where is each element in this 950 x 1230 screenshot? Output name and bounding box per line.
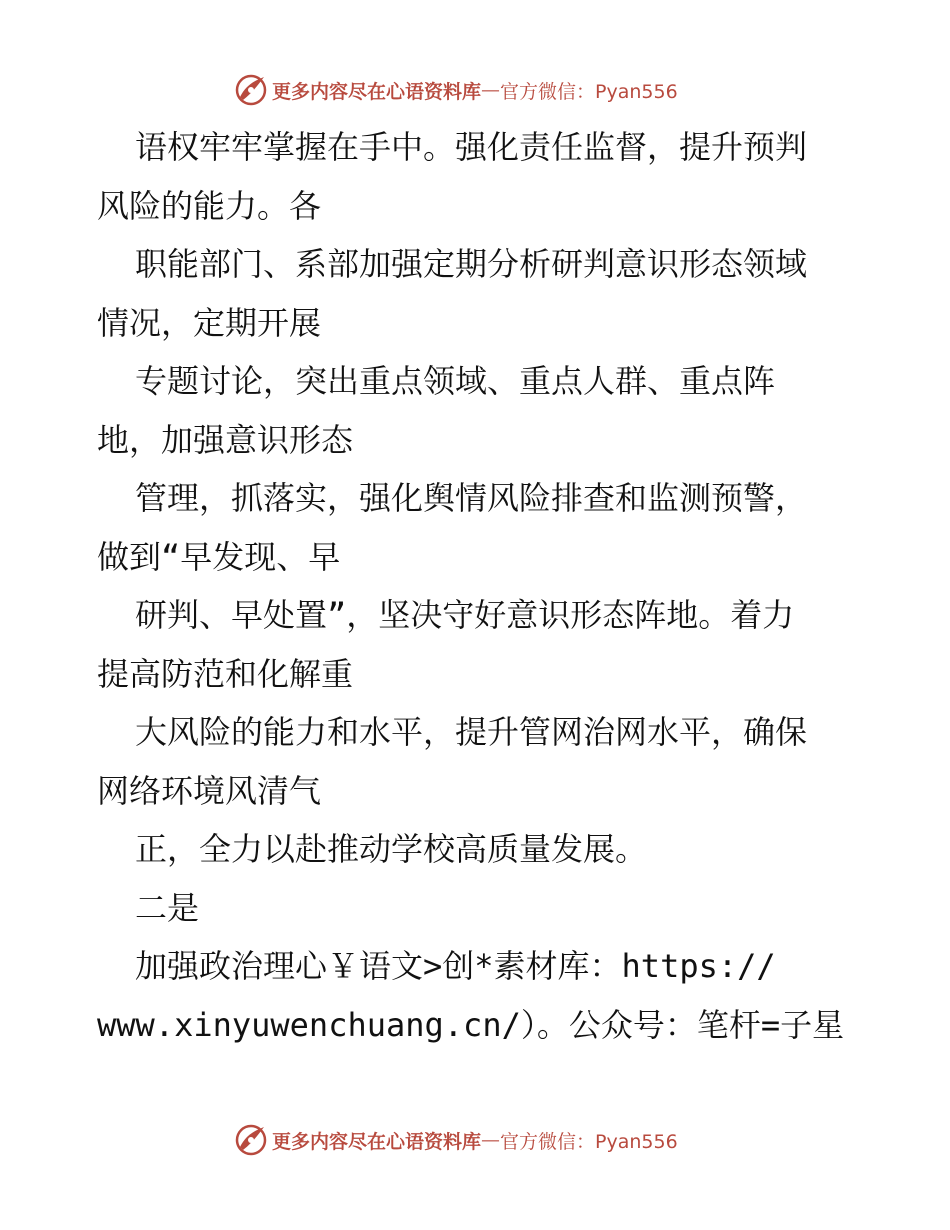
text-line: 职能部门、系部加强定期分析研判意识形态领域 xyxy=(135,245,808,283)
text-line: 正，全力以赴推动学校高质量发展。 xyxy=(135,830,648,868)
text-line: www.xinyuwenchuang.cn/）。公众号：笔杆=子星 xyxy=(97,1005,845,1044)
quill-logo-icon xyxy=(234,1123,268,1157)
body-text xyxy=(97,118,857,1054)
header-banner xyxy=(234,72,714,108)
text-line: 提高防范和化解重 xyxy=(97,654,354,693)
text-line: 做到“早发现、早 xyxy=(97,537,341,576)
header-banner-main: 更多内容尽在心语资料库 xyxy=(272,80,482,103)
text-line: 网络环境风清气 xyxy=(97,771,322,810)
text-line: 大风险的能力和水平，提升管网治网水平，确保 xyxy=(135,713,808,751)
text-line: 风险的能力。各 xyxy=(97,186,322,225)
text-line: 二是 xyxy=(135,888,200,927)
text-line: 加强政治理心￥语文>创*素材库：https:// xyxy=(135,947,776,985)
footer-banner-wechat: 官方微信：Pyan556 xyxy=(500,1130,678,1153)
header-banner-separator: — xyxy=(481,79,501,101)
header-banner-wechat: 官方微信：Pyan556 xyxy=(500,80,678,103)
text-line: 语权牢牢掌握在手中。强化责任监督，提升预判 xyxy=(135,128,808,166)
footer-banner-separator: — xyxy=(481,1129,501,1151)
footer-banner-main: 更多内容尽在心语资料库 xyxy=(272,1130,482,1153)
text-line: 管理，抓落实，强化舆情风险排查和监测预警， xyxy=(135,479,808,517)
text-line: 研判、早处置”，坚决守好意识形态阵地。着力 xyxy=(135,596,795,634)
text-line: 地，加强意识形态 xyxy=(97,420,354,459)
text-line: 情况，定期开展 xyxy=(97,303,322,342)
footer-banner xyxy=(234,1122,714,1158)
quill-logo-icon xyxy=(234,73,268,107)
text-line: 专题讨论，突出重点领域、重点人群、重点阵 xyxy=(135,362,776,400)
